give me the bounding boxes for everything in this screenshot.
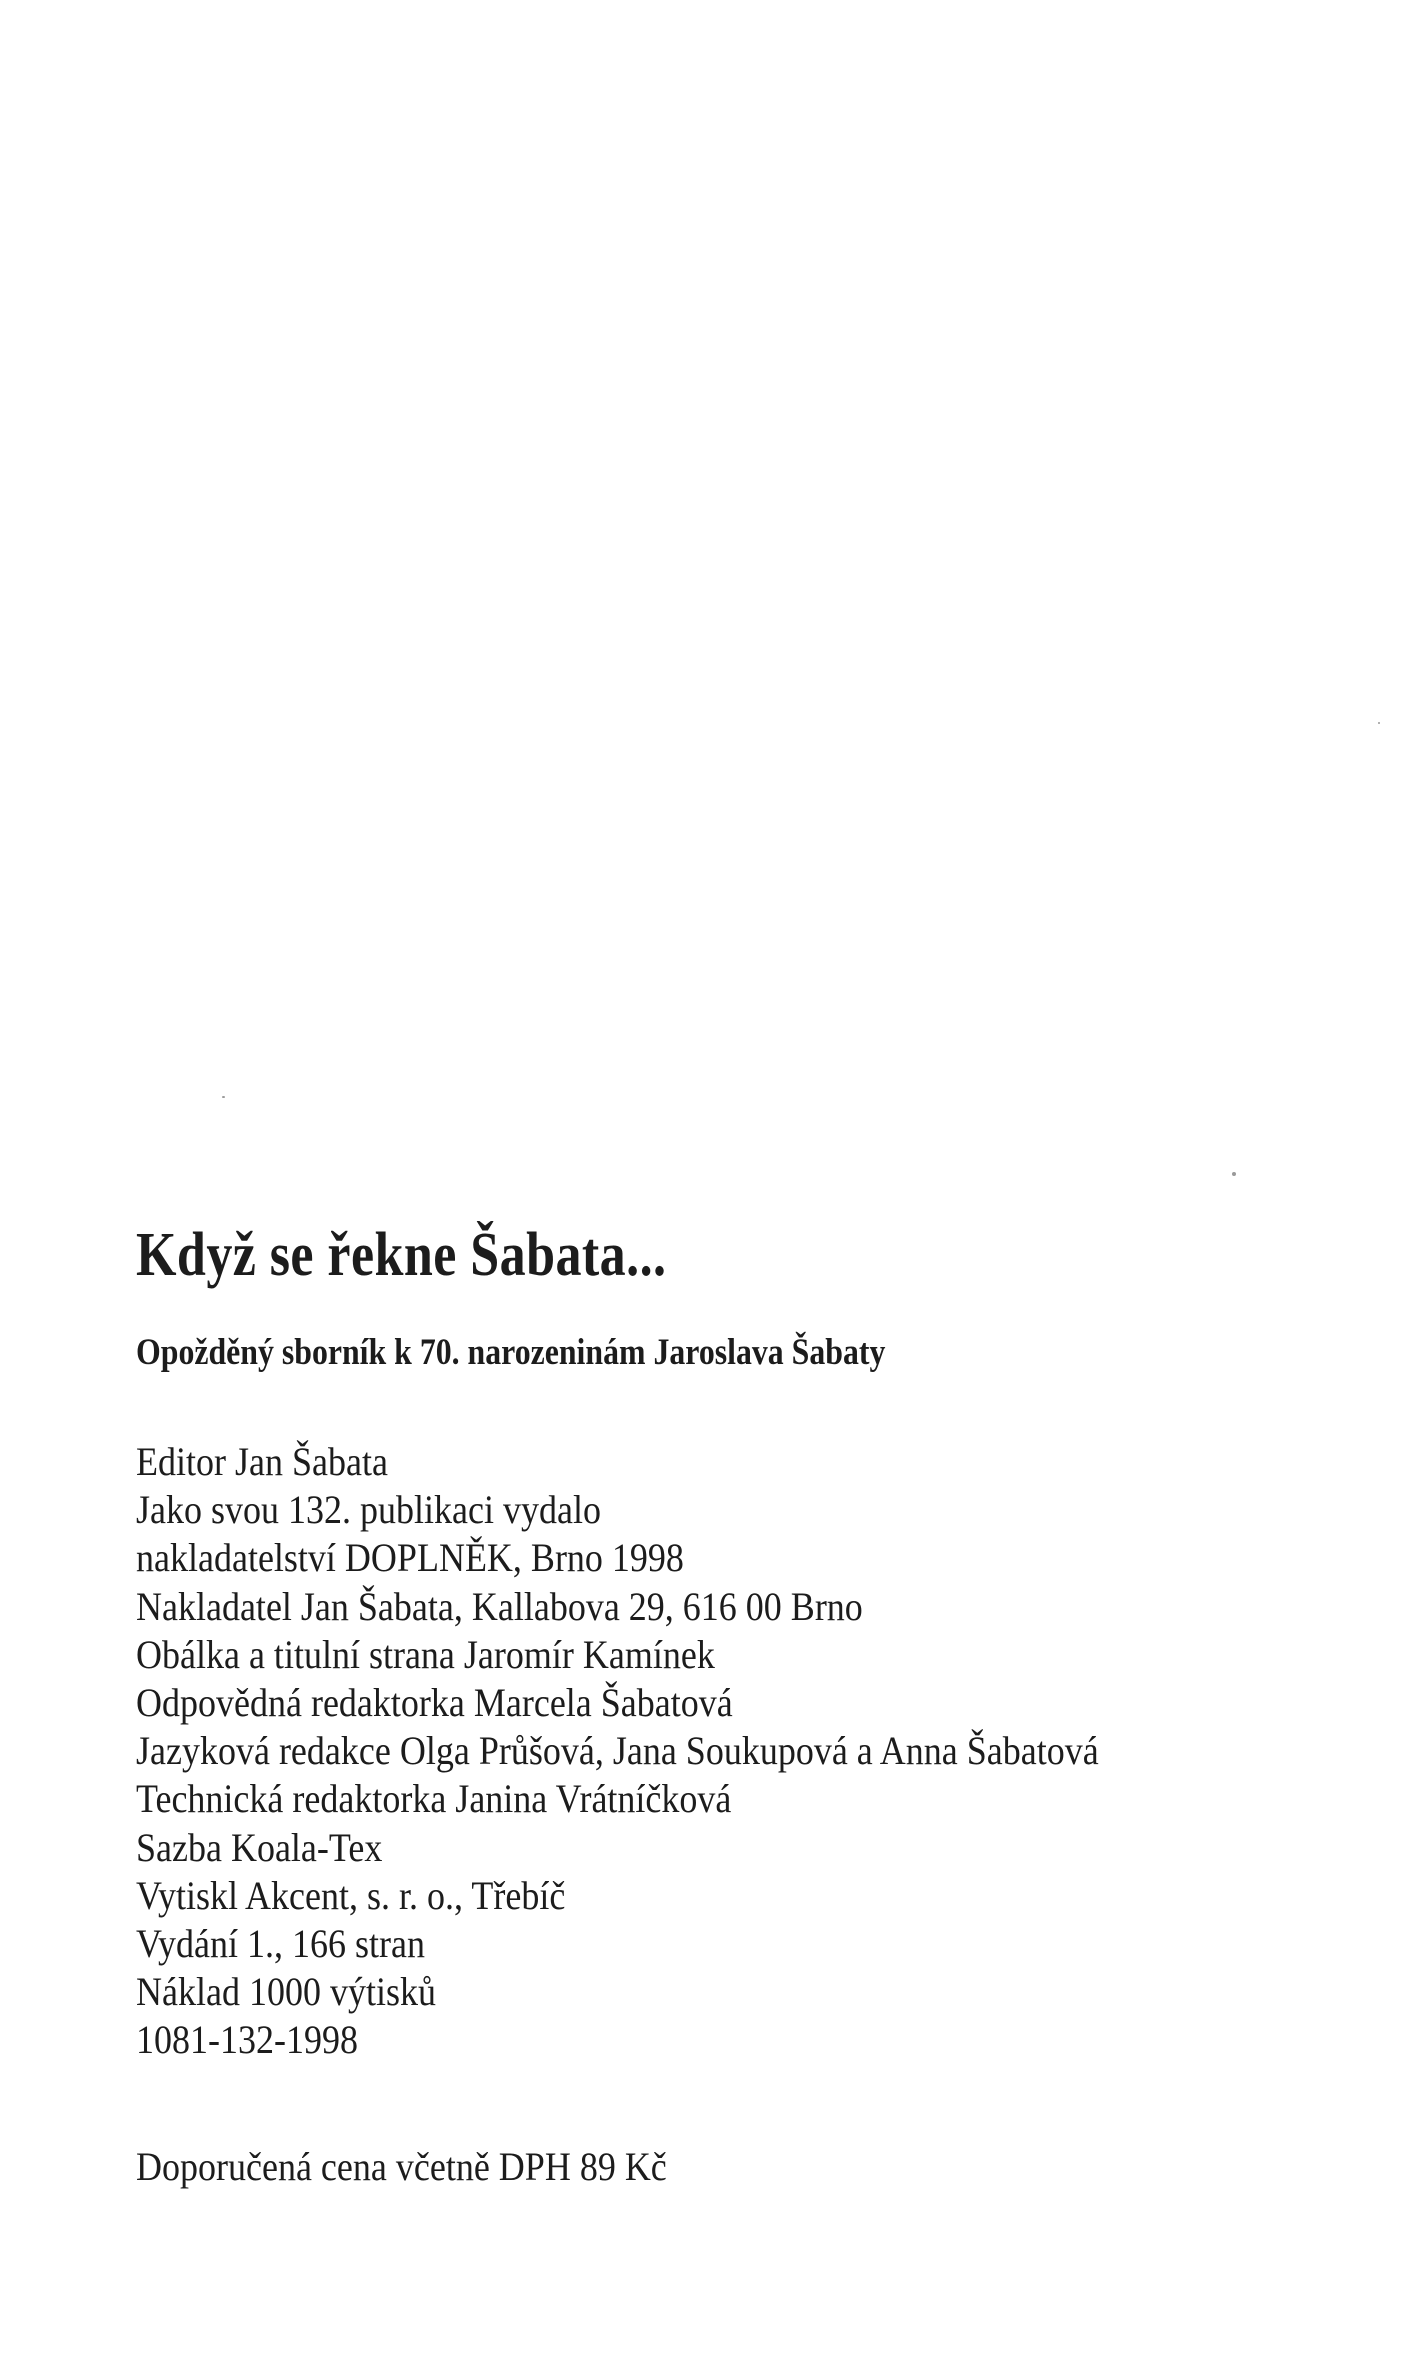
imprint-publisher-address: Nakladatel Jan Šabata, Kallabova 29, 616 00 Brno [136,1583,863,1629]
imprint-publication-number: Jako svou 132. publikaci vydalo [136,1487,601,1533]
paper-speck [1232,1172,1236,1176]
imprint-cover-design: Obálka a titulní strana Jaromír Kamínek [136,1631,715,1677]
imprint-list [136,1438,1356,2065]
paper-speck [222,1096,225,1098]
recommended-price: Doporučená cena včetně DPH 89 Kč [136,2143,667,2189]
imprint-editor: Editor Jan Šabata [136,1439,388,1484]
book-title: Když se řekne Šabata... [136,1221,667,1289]
imprint-typesetting: Sazba Koala-Tex [136,1824,383,1870]
imprint-printer: Vytiskl Akcent, s. r. o., Třebíč [136,1872,566,1918]
imprint-technical-editor: Technická redaktorka Janina Vrátníčková [136,1776,732,1822]
imprint-catalog-number: 1081-132-1998 [136,2017,358,2063]
imprint-edition: Vydání 1., 166 stran [136,1921,425,1967]
imprint-responsible-editor: Odpovědná redaktorka Marcela Šabatová [136,1680,733,1726]
imprint-print-run: Náklad 1000 výtisků [136,1969,436,2015]
imprint-publisher-house: nakladatelství DOPLNĚK, Brno 1998 [136,1535,684,1581]
imprint-language-editing: Jazyková redakce Olga Průšová, Jana Soukupová a Anna Šabatová [136,1728,1099,1774]
book-subtitle: Opožděný sborník k 70. narozeninám Jaroslava Šabaty [136,1332,886,1373]
colophon [136,1210,1356,2191]
paper-speck [1378,722,1380,724]
